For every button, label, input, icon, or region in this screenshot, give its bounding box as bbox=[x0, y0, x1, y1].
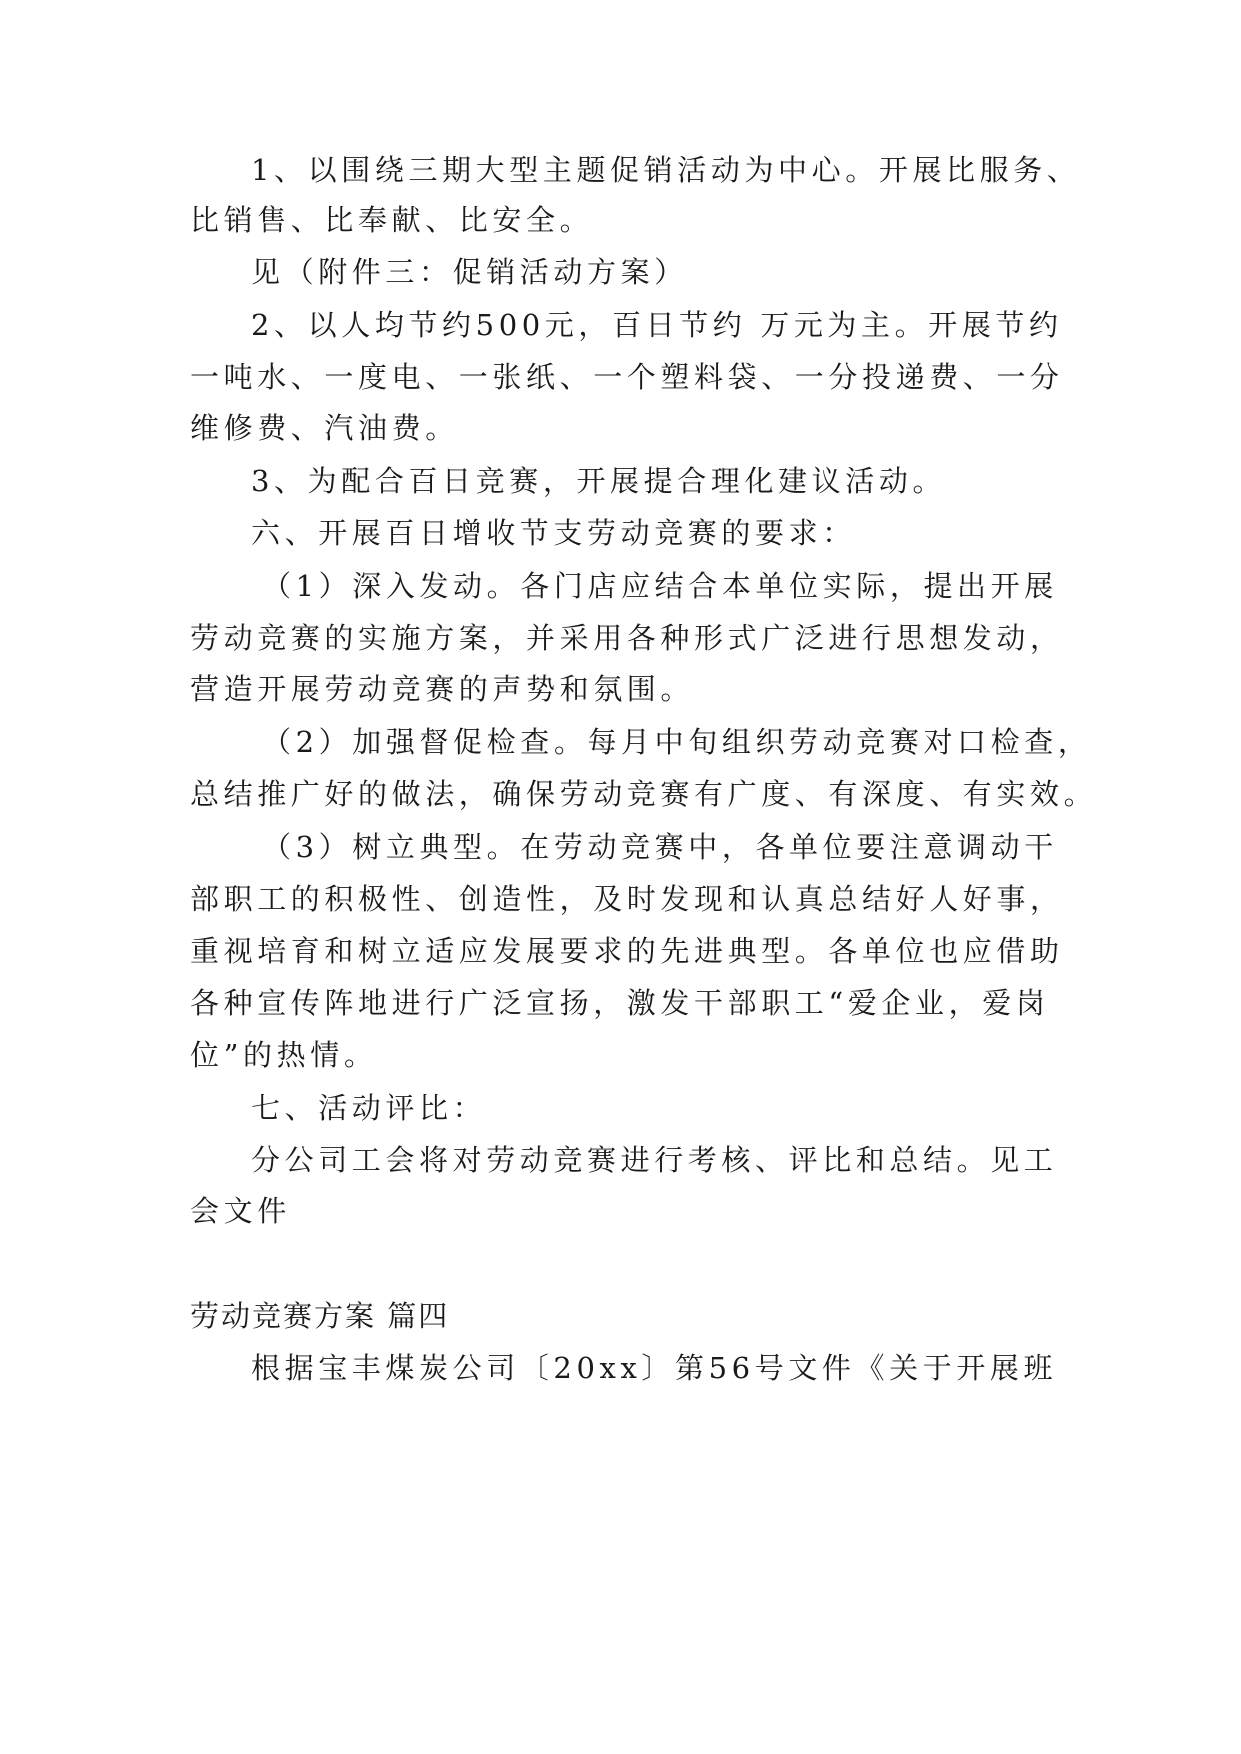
paragraph-line: 维修费、汽油费。 bbox=[190, 411, 459, 445]
paragraph-line: 见（附件三：促销活动方案） bbox=[251, 255, 688, 289]
paragraph-line: 营造开展劳动竞赛的声势和氛围。 bbox=[190, 672, 695, 706]
paragraph-line: 一吨水、一度电、一张纸、一个塑料袋、一分投递费、一分 bbox=[190, 360, 1064, 394]
paragraph-line: 3、为配合百日竞赛，开展提合理化建议活动。 bbox=[251, 464, 947, 498]
section-heading: 六、开展百日增收节支劳动竞赛的要求： bbox=[251, 516, 856, 550]
paragraph-line: 部职工的积极性、创造性，及时发现和认真总结好人好事， bbox=[190, 882, 1064, 916]
paragraph-line: （2）加强督促检查。每月中旬组织劳动竞赛对口检查， bbox=[262, 725, 1092, 759]
paragraph-line: 总结推广好的做法，确保劳动竞赛有广度、有深度、有实效。 bbox=[190, 777, 1098, 811]
paragraph-line: 比销售、比奉献、比安全。 bbox=[190, 203, 594, 237]
paragraph-line: 根据宝丰煤炭公司〔20xx〕第56号文件《关于开展班 bbox=[251, 1351, 1058, 1385]
paragraph-line: 分公司工会将对劳动竞赛进行考核、评比和总结。见工 bbox=[251, 1143, 1058, 1177]
paragraph-line: 2、以人均节约500元，百日节约 万元为主。开展节约 bbox=[251, 308, 1063, 342]
paragraph-line: 重视培育和树立适应发展要求的先进典型。各单位也应借助 bbox=[190, 934, 1064, 968]
section-heading: 七、活动评比： bbox=[251, 1091, 487, 1125]
paragraph-line: 劳动竞赛的实施方案，并采用各种形式广泛进行思想发动， bbox=[190, 621, 1064, 655]
paragraph-line: 1、以围绕三期大型主题促销活动为中心。开展比服务、 bbox=[251, 153, 1081, 187]
paragraph-line: （1）深入发动。各门店应结合本单位实际，提出开展 bbox=[262, 569, 1058, 603]
paragraph-line: 会文件 bbox=[190, 1194, 291, 1228]
paragraph-line: 各种宣传阵地进行广泛宣扬，激发干部职工“爱企业，爱岗 bbox=[190, 986, 1050, 1020]
paragraph-line: （3）树立典型。在劳动竞赛中，各单位要注意调动干 bbox=[262, 830, 1058, 864]
paragraph-line: 位”的热情。 bbox=[190, 1038, 378, 1072]
article-title: 劳动竞赛方案 篇四 bbox=[190, 1299, 450, 1333]
